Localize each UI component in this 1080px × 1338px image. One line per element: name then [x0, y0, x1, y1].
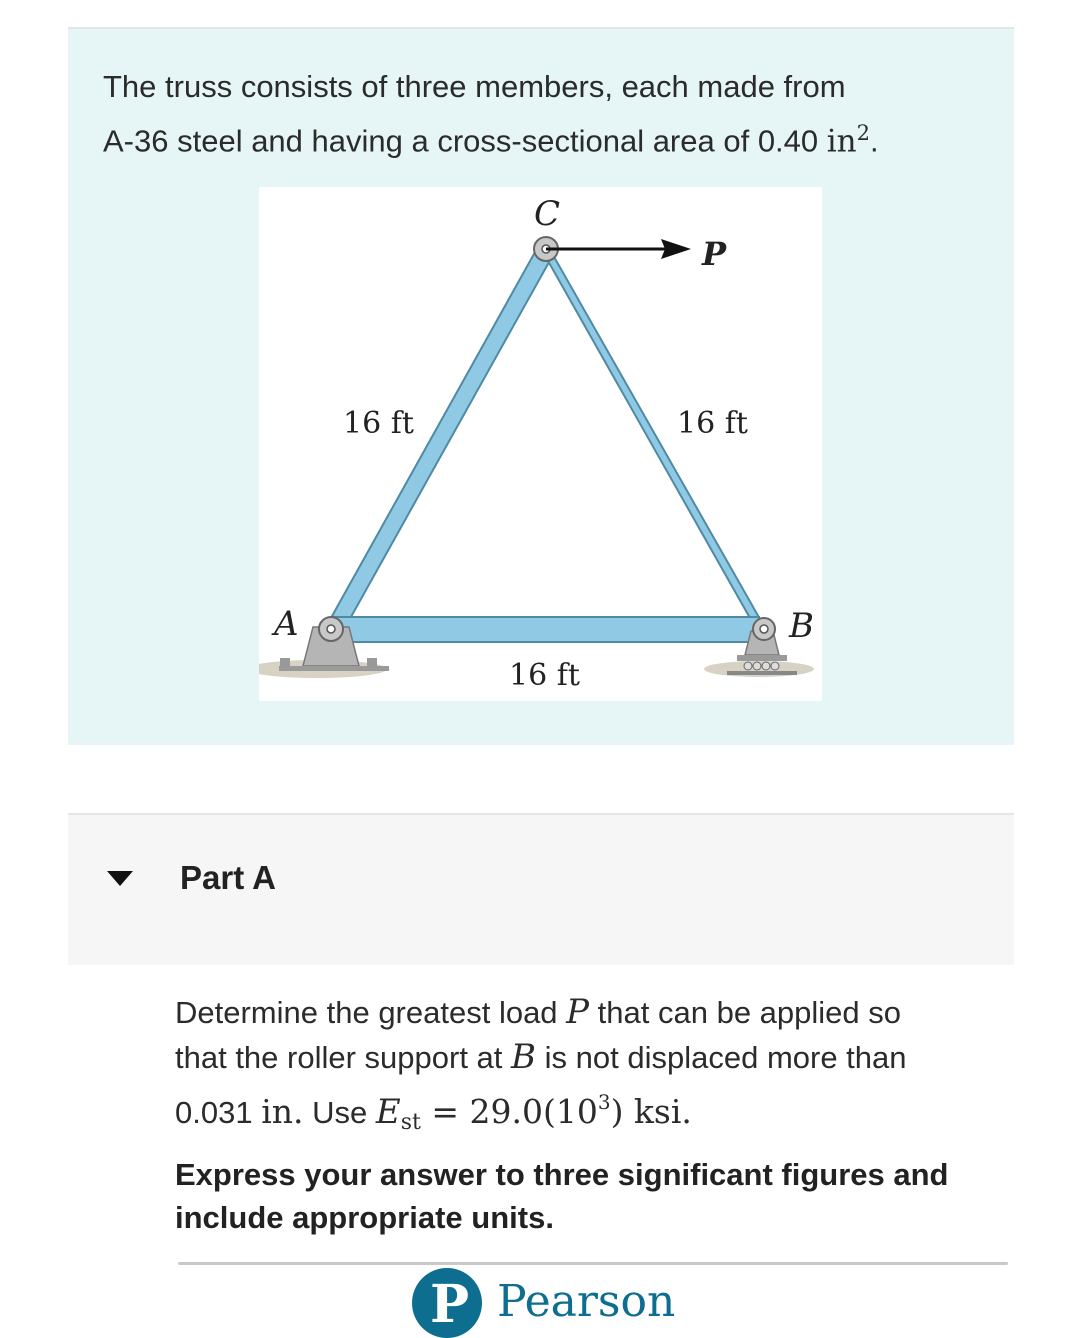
pearson-wordmark: Pearson [497, 1276, 676, 1327]
var-p: P [566, 992, 590, 1032]
area-exponent: 2 [856, 121, 871, 145]
roller-plate-b [737, 655, 787, 661]
roller-track [727, 671, 797, 675]
member-ab [331, 617, 759, 642]
modulus-base: 29.0(10 [469, 1092, 598, 1131]
part-title: Part A [180, 859, 276, 896]
question-use: Use [303, 1095, 376, 1130]
dim-left: 16 ft [343, 406, 414, 441]
intro-line-2: A-36 steel and having a cross-sectional area of 0.40 [103, 123, 827, 159]
question-text-2b: is not displaced more than [536, 1040, 907, 1075]
member-bc [539, 245, 773, 642]
roller-1 [744, 662, 752, 670]
dim-bottom: 16 ft [509, 658, 580, 693]
question-line-1 [175, 990, 1025, 1035]
question-text-1a: Determine the greatest load [175, 995, 567, 1030]
question-text-1b: that can be applied so [589, 995, 902, 1030]
var-b: B [511, 1037, 537, 1077]
problem-intro-text [103, 63, 983, 165]
roller-3 [762, 662, 770, 670]
var-e: E [375, 1092, 401, 1132]
question-line-3 [175, 1080, 1025, 1145]
modulus-unit: ) ksi. [610, 1092, 692, 1131]
pin-a-center [327, 625, 335, 633]
modulus-exponent: 3 [597, 1090, 611, 1114]
e-subscript: st [400, 1110, 421, 1135]
pearson-logo-letter: P [430, 1274, 470, 1335]
equals-sign: = [420, 1092, 470, 1131]
member-ac [322, 245, 553, 642]
intro-line-1: The truss consists of three members, each made from [103, 69, 846, 104]
base-plate-a [279, 666, 389, 671]
area-unit: in [826, 123, 857, 160]
bolt-right [367, 658, 377, 666]
problem-intro-panel [68, 29, 1014, 745]
displacement-value: 0.031 [175, 1095, 262, 1130]
load-arrow-head [661, 239, 691, 259]
answer-instruction: Express your answer to three significant figures and include appropriate units. [175, 1157, 949, 1235]
question-text-2a: that the roller support at [175, 1040, 512, 1075]
label-c: C [534, 194, 561, 234]
roller-4 [771, 662, 779, 670]
truss-figure [259, 187, 822, 701]
label-b: B [789, 606, 814, 646]
answer-area-divider [178, 1262, 1008, 1265]
label-p: P [702, 235, 727, 273]
label-a: A [274, 604, 299, 644]
question-text [175, 990, 1025, 1145]
question-line-2 [175, 1035, 1025, 1080]
intro-period: . [870, 123, 879, 159]
collapse-caret-icon[interactable] [107, 871, 133, 886]
dim-right: 16 ft [677, 406, 748, 441]
truss-diagram [259, 187, 822, 701]
roller-2 [753, 662, 761, 670]
bolt-left [280, 658, 290, 666]
pearson-logo-icon [412, 1268, 482, 1338]
part-a-header[interactable] [68, 815, 1014, 965]
pin-b-center [760, 625, 768, 633]
displacement-unit: in. [261, 1092, 304, 1131]
